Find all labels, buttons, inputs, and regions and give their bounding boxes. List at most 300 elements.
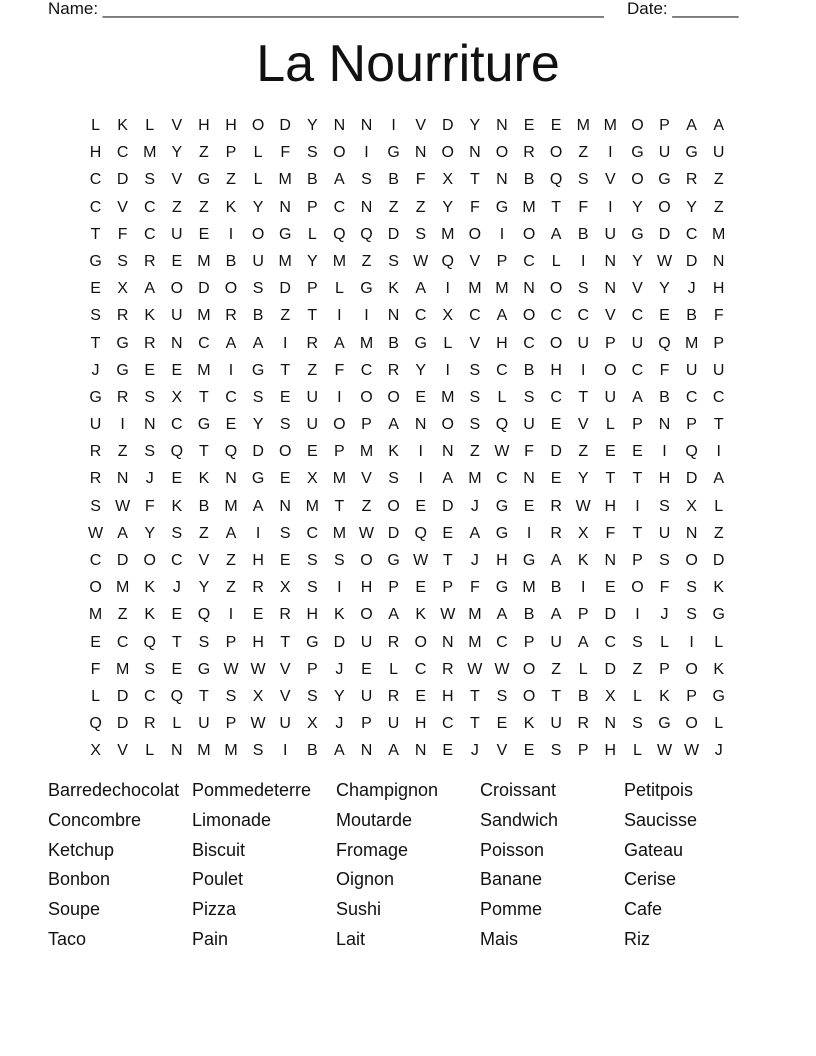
grid-letter: P bbox=[496, 252, 508, 270]
grid-letter: G bbox=[251, 470, 265, 488]
grid-letter: R bbox=[89, 470, 102, 488]
grid-letter: I bbox=[255, 524, 261, 542]
grid-letter: N bbox=[414, 742, 427, 760]
grid-letter: X bbox=[306, 715, 318, 733]
grid-letter: S bbox=[306, 687, 318, 705]
grid-letter: L bbox=[578, 660, 588, 678]
grid-letter: K bbox=[198, 470, 210, 488]
grid-letter: N bbox=[441, 443, 454, 461]
grid-letter: Z bbox=[713, 198, 724, 216]
grid-letter: Z bbox=[578, 144, 589, 162]
grid-letter: L bbox=[145, 742, 155, 760]
grid-letter: S bbox=[144, 443, 156, 461]
grid-letter: P bbox=[306, 660, 318, 678]
grid-letter: Y bbox=[171, 144, 183, 162]
grid-letter: T bbox=[469, 171, 480, 189]
grid-letter: I bbox=[526, 524, 532, 542]
grid-letter: N bbox=[441, 633, 454, 651]
grid-letter: J bbox=[145, 470, 154, 488]
grid-letter: M bbox=[441, 388, 455, 406]
grid-letter: D bbox=[279, 280, 291, 298]
grid-letter: L bbox=[714, 715, 724, 733]
grid-letter: G bbox=[414, 334, 427, 352]
grid-letter: W bbox=[684, 742, 700, 760]
grid-letter: A bbox=[496, 606, 508, 624]
grid-letter: U bbox=[171, 225, 183, 243]
grid-letter: V bbox=[469, 252, 481, 270]
grid-letter: M bbox=[197, 307, 211, 325]
grid-letter: L bbox=[497, 388, 507, 406]
grid-letter: S bbox=[306, 144, 318, 162]
grid-letter: O bbox=[604, 361, 617, 379]
grid-letter: K bbox=[713, 660, 725, 678]
grid-letter: E bbox=[632, 443, 643, 461]
grid-letter: R bbox=[550, 497, 562, 515]
grid-letter: D bbox=[604, 606, 617, 624]
grid-letter: S bbox=[686, 579, 697, 597]
grid-letter: V bbox=[496, 742, 508, 760]
grid-letter: C bbox=[496, 633, 508, 651]
grid-letter: A bbox=[252, 334, 264, 352]
grid-letter: E bbox=[415, 388, 426, 406]
grid-letter: X bbox=[90, 742, 101, 760]
grid-letter: C bbox=[143, 198, 156, 216]
grid-letter: D bbox=[441, 497, 454, 515]
grid-letter: M bbox=[115, 660, 130, 678]
word-list-item: Sushi bbox=[336, 899, 382, 920]
grid-letter: E bbox=[144, 361, 156, 379]
grid-letter: V bbox=[171, 171, 183, 189]
grid-letter: B bbox=[523, 606, 535, 624]
grid-letter: I bbox=[228, 225, 234, 243]
grid-letter: Z bbox=[551, 660, 562, 678]
grid-letter: G bbox=[658, 171, 671, 189]
grid-letter: G bbox=[89, 252, 102, 270]
grid-letter: M bbox=[603, 117, 617, 134]
grid-letter: A bbox=[496, 307, 508, 325]
grid-letter: U bbox=[604, 388, 617, 406]
grid-letter: C bbox=[712, 388, 725, 406]
grid-letter: Y bbox=[577, 470, 589, 488]
grid-letter: L bbox=[334, 280, 344, 298]
grid-letter: Z bbox=[199, 524, 209, 542]
grid-letter: C bbox=[89, 171, 102, 189]
grid-letter: W bbox=[250, 660, 266, 678]
grid-letter: C bbox=[496, 470, 508, 488]
grid-letter: E bbox=[442, 742, 454, 760]
grid-letter: E bbox=[442, 524, 454, 542]
grid-letter: E bbox=[523, 742, 535, 760]
grid-letter: S bbox=[252, 742, 264, 760]
grid-letter: R bbox=[306, 334, 319, 352]
grid-letter: D bbox=[279, 117, 291, 134]
grid-letter: Z bbox=[361, 497, 372, 515]
grid-letter: O bbox=[522, 225, 536, 243]
grid-letter: C bbox=[116, 633, 129, 651]
grid-letter: R bbox=[225, 307, 237, 325]
grid-letter: X bbox=[171, 388, 183, 406]
grid-letter: P bbox=[604, 334, 616, 352]
grid-letter: L bbox=[389, 660, 399, 678]
grid-letter: D bbox=[252, 443, 264, 461]
grid-letter: K bbox=[388, 443, 399, 461]
grid-letter: O bbox=[278, 443, 292, 461]
grid-letter: B bbox=[306, 742, 318, 760]
grid-letter: C bbox=[171, 416, 183, 434]
grid-letter: M bbox=[224, 742, 238, 760]
grid-letter: K bbox=[577, 552, 589, 569]
grid-letter: S bbox=[577, 280, 589, 298]
word-list-item: Pizza bbox=[192, 899, 237, 920]
grid-letter: M bbox=[115, 579, 130, 597]
grid-letter: C bbox=[89, 198, 102, 216]
grid-letter: M bbox=[576, 117, 590, 134]
grid-letter: T bbox=[199, 388, 209, 406]
grid-letter: G bbox=[712, 606, 725, 624]
grid-letter: O bbox=[631, 117, 644, 134]
grid-letter: I bbox=[120, 416, 125, 434]
grid-letter: Y bbox=[442, 198, 454, 216]
grid-letter: E bbox=[523, 497, 535, 515]
grid-letter: I bbox=[581, 252, 586, 270]
grid-letter: G bbox=[495, 497, 509, 515]
grid-letter: S bbox=[632, 715, 643, 733]
grid-letter: I bbox=[689, 633, 694, 651]
grid-letter: H bbox=[360, 579, 373, 597]
grid-letter: N bbox=[604, 715, 617, 733]
grid-letter: P bbox=[442, 579, 454, 597]
grid-letter: S bbox=[306, 552, 318, 569]
grid-letter: S bbox=[252, 280, 264, 298]
grid-letter: G bbox=[197, 660, 211, 678]
grid-letter: Y bbox=[632, 252, 643, 270]
grid-letter: V bbox=[279, 687, 291, 705]
grid-letter: K bbox=[388, 280, 399, 298]
grid-letter: X bbox=[279, 579, 291, 597]
grid-letter: B bbox=[306, 171, 318, 189]
grid-letter: S bbox=[659, 552, 670, 569]
grid-letter: T bbox=[90, 334, 101, 352]
grid-letter: C bbox=[523, 252, 535, 270]
grid-letter: H bbox=[198, 117, 210, 134]
page-title: La Nourriture bbox=[256, 35, 560, 93]
grid-letter: F bbox=[524, 443, 534, 461]
grid-letter: B bbox=[388, 334, 399, 352]
grid-letter: U bbox=[523, 416, 535, 434]
grid-letter: S bbox=[144, 388, 156, 406]
grid-letter: P bbox=[361, 715, 372, 733]
word-list-item: Fromage bbox=[336, 839, 409, 860]
grid-letter: R bbox=[143, 252, 156, 270]
grid-letter: O bbox=[631, 171, 644, 189]
grid-letter: I bbox=[581, 361, 586, 379]
grid-letter: P bbox=[632, 552, 643, 569]
grid-letter: N bbox=[712, 252, 725, 270]
grid-letter: N bbox=[604, 252, 617, 270]
grid-letter: G bbox=[495, 579, 509, 597]
grid-letter: M bbox=[441, 225, 455, 243]
grid-letter: S bbox=[279, 524, 291, 542]
grid-letter: O bbox=[468, 225, 482, 243]
grid-letter: G bbox=[251, 361, 265, 379]
word-list-item: Pommedeterre bbox=[192, 780, 312, 800]
grid-letter: I bbox=[228, 606, 234, 624]
grid-letter: Z bbox=[226, 171, 236, 189]
grid-letter: E bbox=[171, 660, 183, 678]
grid-letter: C bbox=[171, 552, 183, 569]
grid-letter: B bbox=[550, 579, 562, 597]
grid-letter: E bbox=[171, 252, 183, 270]
grid-letter: J bbox=[335, 715, 344, 733]
grid-letter: Y bbox=[306, 252, 318, 270]
grid-letter: O bbox=[441, 144, 454, 162]
grid-letter: C bbox=[306, 524, 319, 542]
grid-letter: M bbox=[712, 225, 726, 243]
grid-letter: N bbox=[387, 307, 400, 325]
grid-letter: U bbox=[577, 334, 590, 352]
word-list-item: Cafe bbox=[624, 899, 663, 920]
grid-letter: G bbox=[387, 552, 400, 569]
grid-letter: I bbox=[445, 361, 450, 379]
grid-letter: F bbox=[605, 524, 616, 542]
word-list-item: Lait bbox=[336, 928, 366, 949]
grid-letter: Q bbox=[143, 633, 156, 651]
grid-letter: Q bbox=[658, 334, 671, 352]
grid-letter: A bbox=[469, 524, 481, 542]
grid-letter: C bbox=[685, 225, 698, 243]
grid-letter: T bbox=[713, 416, 724, 434]
grid-letter: E bbox=[604, 579, 616, 597]
grid-letter: A bbox=[225, 524, 237, 542]
grid-letter: S bbox=[388, 470, 399, 488]
grid-letter: Z bbox=[199, 144, 209, 162]
grid-letter: S bbox=[415, 225, 426, 243]
grid-letter: F bbox=[469, 198, 480, 216]
grid-letter: G bbox=[197, 171, 211, 189]
grid-letter: O bbox=[224, 280, 238, 298]
grid-letter: V bbox=[469, 334, 481, 352]
grid-letter: J bbox=[172, 579, 181, 597]
grid-letter: M bbox=[332, 524, 347, 542]
grid-letter: E bbox=[171, 361, 183, 379]
grid-letter: N bbox=[496, 117, 508, 134]
grid-letter: T bbox=[199, 443, 209, 461]
grid-letter: Q bbox=[495, 416, 509, 434]
grid-letter: I bbox=[445, 280, 450, 298]
grid-letter: V bbox=[604, 171, 616, 189]
grid-letter: N bbox=[523, 280, 535, 298]
grid-letter: C bbox=[577, 307, 590, 325]
grid-letter: S bbox=[144, 171, 156, 189]
grid-letter: K bbox=[225, 198, 237, 216]
grid-letter: T bbox=[334, 497, 345, 515]
grid-letter: O bbox=[522, 307, 536, 325]
grid-letter: W bbox=[656, 252, 673, 270]
grid-letter: D bbox=[116, 715, 129, 733]
grid-letter: E bbox=[415, 687, 426, 705]
grid-letter: G bbox=[360, 280, 373, 298]
grid-letter: S bbox=[361, 171, 372, 189]
grid-letter: P bbox=[306, 198, 318, 216]
grid-letter: C bbox=[469, 307, 481, 325]
grid-letter: X bbox=[604, 687, 616, 705]
grid-letter: O bbox=[360, 606, 373, 624]
grid-letter: L bbox=[172, 715, 182, 733]
grid-letter: L bbox=[551, 252, 561, 270]
grid-letter: K bbox=[659, 687, 670, 705]
grid-letter: M bbox=[468, 280, 482, 298]
grid-letter: S bbox=[144, 660, 156, 678]
grid-letter: N bbox=[414, 416, 427, 434]
grid-letter: U bbox=[360, 687, 373, 705]
grid-letter: K bbox=[713, 579, 725, 597]
word-list-item: Petitpois bbox=[624, 780, 694, 800]
grid-letter: S bbox=[90, 497, 101, 515]
grid-letter: N bbox=[658, 416, 671, 434]
grid-letter: S bbox=[252, 388, 264, 406]
grid-letter: H bbox=[604, 742, 617, 760]
grid-letter: I bbox=[608, 144, 613, 162]
grid-letter: A bbox=[334, 334, 345, 352]
grid-letter: G bbox=[495, 198, 509, 216]
grid-letter: W bbox=[575, 497, 591, 515]
grid-letter: J bbox=[687, 280, 696, 298]
grid-letter: M bbox=[684, 334, 699, 352]
grid-letter: L bbox=[307, 225, 317, 243]
grid-letter: P bbox=[632, 416, 643, 434]
grid-letter: L bbox=[145, 117, 155, 134]
grid-letter: W bbox=[250, 715, 266, 733]
grid-letter: M bbox=[468, 633, 482, 651]
grid-letter: L bbox=[605, 416, 615, 434]
grid-letter: M bbox=[197, 252, 211, 270]
grid-letter: V bbox=[604, 307, 616, 325]
grid-letter: L bbox=[91, 117, 100, 134]
grid-letter: V bbox=[577, 416, 589, 434]
grid-letter: B bbox=[659, 388, 670, 406]
header bbox=[48, 0, 748, 20]
grid-letter: E bbox=[523, 117, 535, 134]
grid-letter: V bbox=[361, 470, 372, 488]
grid-letter: Z bbox=[307, 361, 318, 379]
grid-letter: H bbox=[306, 606, 319, 624]
grid-letter: D bbox=[685, 470, 698, 488]
grid-letter: A bbox=[334, 742, 345, 760]
grid-letter: F bbox=[280, 144, 291, 162]
grid-letter: M bbox=[359, 334, 374, 352]
grid-letter: S bbox=[90, 307, 101, 325]
grid-letter: U bbox=[89, 416, 102, 434]
grid-letter: L bbox=[253, 171, 263, 189]
grid-letter: R bbox=[387, 687, 400, 705]
grid-letter: U bbox=[550, 633, 562, 651]
word-list-item: Mais bbox=[480, 928, 519, 949]
grid-letter: A bbox=[550, 606, 562, 624]
grid-letter: I bbox=[337, 579, 342, 597]
grid-letter: A bbox=[388, 416, 399, 434]
word-list-item: Barredechocolat bbox=[48, 780, 180, 800]
grid-letter: Z bbox=[388, 198, 399, 216]
word-list-item: Oignon bbox=[336, 869, 395, 890]
grid-letter: T bbox=[578, 388, 589, 406]
grid-letter: G bbox=[116, 361, 129, 379]
grid-letter: K bbox=[171, 497, 183, 515]
grid-letter: A bbox=[415, 280, 426, 298]
grid-letter: D bbox=[685, 252, 698, 270]
grid-letter: V bbox=[279, 660, 291, 678]
grid-letter: S bbox=[117, 252, 128, 270]
grid-letter: N bbox=[279, 198, 291, 216]
grid-letter: L bbox=[632, 742, 642, 760]
grid-letter: G bbox=[631, 144, 644, 162]
grid-letter: E bbox=[361, 660, 372, 678]
grid-letter: E bbox=[171, 470, 183, 488]
grid-letter: F bbox=[659, 579, 670, 597]
grid-letter: R bbox=[577, 715, 590, 733]
grid-letter: X bbox=[686, 497, 697, 515]
grid-letter: E bbox=[306, 443, 318, 461]
grid-letter: A bbox=[713, 470, 725, 488]
grid-letter: O bbox=[549, 334, 563, 352]
grid-letter: A bbox=[388, 742, 399, 760]
grid-letter: W bbox=[494, 443, 510, 461]
grid-letter: I bbox=[716, 443, 721, 461]
grid-letter: E bbox=[550, 470, 562, 488]
grid-letter: K bbox=[144, 579, 156, 597]
grid-letter: W bbox=[440, 606, 456, 624]
grid-letter: E bbox=[604, 443, 616, 461]
grid-letter: R bbox=[143, 715, 156, 733]
grid-letter: O bbox=[360, 552, 373, 569]
grid-letter: I bbox=[364, 144, 369, 162]
grid-letter: F bbox=[334, 361, 345, 379]
grid-letter: Z bbox=[226, 579, 236, 597]
grid-letter: V bbox=[117, 742, 128, 760]
word-list-item: Pomme bbox=[480, 899, 543, 920]
grid-letter: Y bbox=[415, 361, 426, 379]
grid-letter: Y bbox=[252, 416, 264, 434]
grid-letter: M bbox=[305, 497, 319, 515]
grid-letter: P bbox=[659, 117, 670, 134]
grid-letter: S bbox=[334, 552, 345, 569]
grid-letter: Z bbox=[578, 443, 589, 461]
grid-letter: S bbox=[198, 633, 210, 651]
grid-letter: D bbox=[387, 225, 400, 243]
grid-letter: W bbox=[358, 524, 375, 542]
grid-letter: O bbox=[631, 579, 644, 597]
grid-letter: Q bbox=[685, 443, 698, 461]
grid-letter: C bbox=[631, 307, 644, 325]
grid-letter: D bbox=[387, 524, 400, 542]
grid-letter: S bbox=[171, 524, 183, 542]
grid-letter: I bbox=[337, 307, 342, 325]
grid-letter: H bbox=[604, 497, 617, 515]
grid-letter: B bbox=[198, 497, 210, 515]
word-list-item: Poulet bbox=[192, 869, 244, 890]
grid-letter: M bbox=[359, 443, 374, 461]
grid-letter: A bbox=[334, 171, 345, 189]
grid-letter: V bbox=[415, 117, 426, 134]
word-list-item: Poisson bbox=[480, 839, 545, 860]
grid-letter: R bbox=[685, 171, 698, 189]
grid-letter: G bbox=[89, 388, 102, 406]
grid-letter: A bbox=[713, 117, 725, 134]
grid-letter: G bbox=[197, 416, 211, 434]
grid-letter: A bbox=[144, 280, 156, 298]
grid-letter: M bbox=[522, 579, 536, 597]
grid-letter: I bbox=[418, 470, 423, 488]
grid-letter: W bbox=[494, 660, 510, 678]
